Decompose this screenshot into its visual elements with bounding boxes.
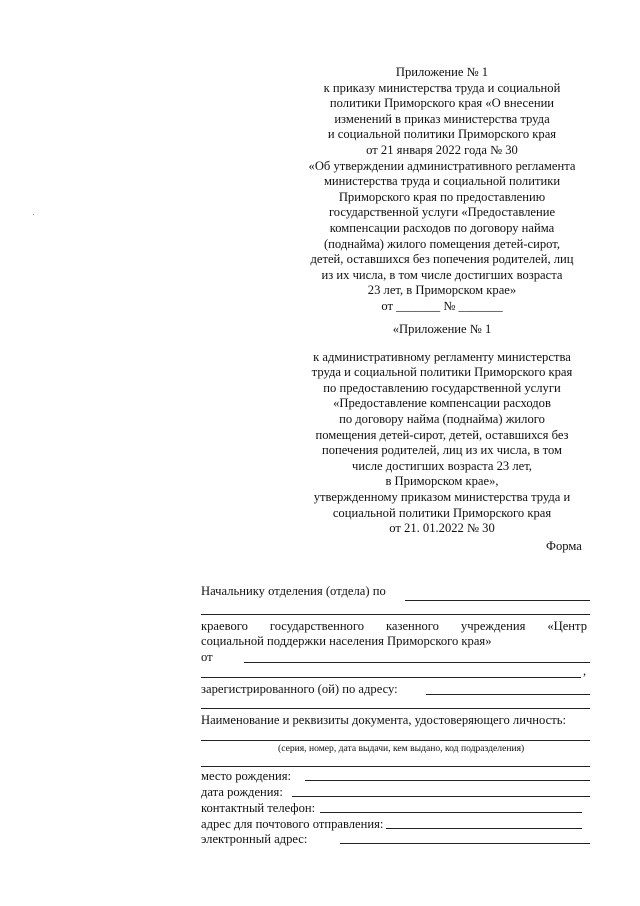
registered-address-label: зарегистрированного (ой) по адресу: (201, 682, 398, 696)
appendix-regulation-line (282, 338, 602, 350)
appendix-header (282, 65, 602, 315)
department-field[interactable] (405, 600, 590, 601)
appendix-regulation-line: от 21. 01.2022 № 30 (389, 521, 495, 536)
appendix-header-line: (поднайма) жилого помещения детей-сирот, (323, 236, 561, 251)
birthdate-label: дата рождения: (201, 785, 283, 799)
appendix-header-line: Приморского края по предоставлению (338, 189, 546, 204)
appendix-header-line: 23 лет, в Приморском крае» (367, 283, 517, 298)
birthdate-field[interactable] (292, 796, 590, 797)
id-document-field-continued[interactable] (201, 766, 590, 767)
appendix-regulation (282, 322, 602, 537)
appendix-header-line: из их числа, в том числе достигших возраста (321, 267, 563, 282)
applicant-name-field[interactable] (244, 662, 590, 663)
appendix-header-line: и социальной политики Приморского края (327, 127, 557, 142)
appendix-regulation-line: по договору найма (поднайма) жилого (339, 411, 545, 426)
appendix-regulation-line: помещения детей-сирот, детей, оставшихся без (315, 427, 569, 442)
birthplace-field[interactable] (305, 780, 590, 781)
appendix-regulation-line: утвержденному приказом министерства труда и (313, 489, 571, 504)
appendix-header-line: политики Приморского края «О внесении (329, 96, 555, 111)
postal-address-label: адрес для почтового отправления: (201, 817, 384, 831)
appendix-regulation-line: «Предоставление компенсации расходов (333, 396, 551, 411)
appendix-regulation-line: социальной политики Приморского края (332, 505, 552, 520)
id-document-label: Наименование и реквизиты документа, удостоверяющего личность: (201, 713, 566, 727)
phone-label: контактный телефон: (201, 801, 316, 815)
applicant-name-field-continued[interactable] (201, 677, 581, 678)
institution-line-2: социальной поддержки населения Приморского края» (201, 634, 492, 648)
phone-field[interactable] (320, 812, 582, 813)
appendix-regulation-line: попечения родителей, лиц из их числа, в том (321, 443, 563, 458)
institution-line-1: краевого государственного казенного учреждения «Центр (201, 619, 587, 633)
registered-address-field-continued[interactable] (201, 708, 590, 709)
appendix-header-line: Приложение № 1 (395, 65, 489, 79)
email-field[interactable] (340, 843, 590, 844)
birthplace-label: место рождения: (201, 769, 291, 783)
appendix-regulation-line: числе достигших возраста 23 лет, (352, 458, 532, 473)
from-label: от (201, 650, 213, 664)
appendix-regulation-line: в Приморском крае», (385, 474, 499, 489)
appendix-header-line: от 21 января 2022 года № 30 (366, 142, 518, 157)
form-label: Форма (546, 539, 582, 553)
scan-speck (33, 214, 34, 215)
comma-mark: , (583, 664, 587, 678)
registered-address-field[interactable] (426, 694, 590, 695)
postal-address-field[interactable] (386, 828, 582, 829)
appendix-regulation-line: по предоставлению государственной услуги (323, 380, 561, 395)
appendix-header-line: компенсации расходов по договору найма (329, 220, 555, 235)
appendix-regulation-line: к административному регламенту министерства (313, 349, 571, 364)
id-document-hint: (серия, номер, дата выдачи, кем выдано, код подразделения) (278, 743, 525, 754)
appendix-regulation-line: «Приложение № 1 (392, 322, 492, 336)
appendix-header-line: от _______ № _______ (381, 298, 503, 313)
appendix-header-line: «Об утверждении административного регламента (308, 158, 576, 173)
appendix-header-line: детей, оставшихся без попечения родителей, лиц (310, 252, 574, 267)
appendix-header-line: государственной услуги «Предоставление (328, 205, 556, 220)
appendix-header-line: министерства труда и социальной политики (323, 174, 561, 189)
appendix-header-line: к приказу министерства труда и социальной (323, 80, 561, 95)
appendix-regulation-line: труда и социальной политики Приморского края (311, 365, 573, 380)
addressee-label: Начальнику отделения (отдела) по (201, 584, 386, 598)
department-field-continued[interactable] (201, 614, 590, 615)
id-document-field[interactable] (201, 740, 590, 741)
appendix-header-line: изменений в приказ министерства труда (334, 111, 550, 126)
email-label: электронный адрес: (201, 832, 308, 846)
